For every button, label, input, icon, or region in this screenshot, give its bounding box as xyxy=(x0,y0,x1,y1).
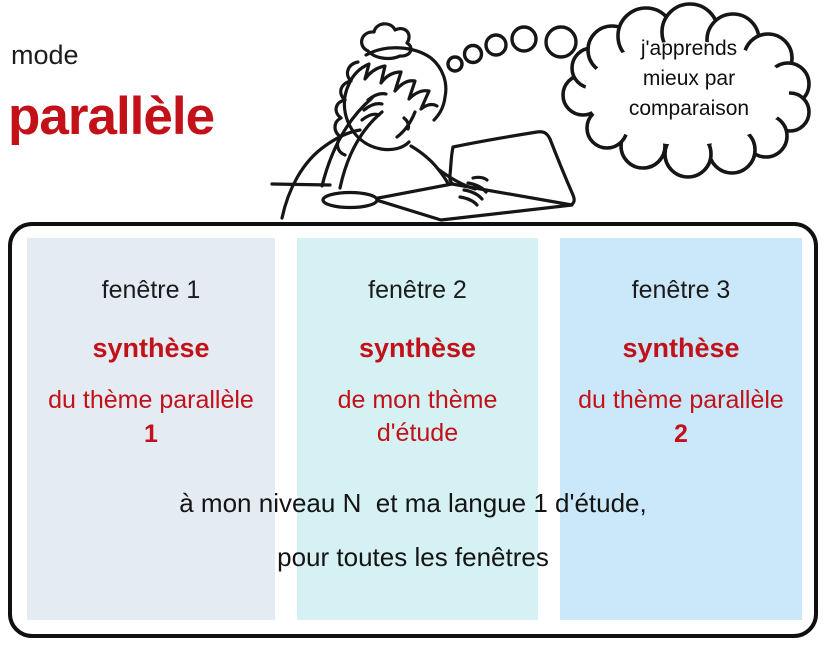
mode-label: mode xyxy=(11,40,79,70)
window-label: fenêtre 1 xyxy=(101,276,201,304)
windows-panel xyxy=(8,222,818,638)
window-emphasis: 1 xyxy=(144,420,158,448)
panel-footer-line-1: à mon niveau N et ma langue 1 d'étude, xyxy=(179,488,647,518)
window-heading: synthèse xyxy=(358,333,477,363)
window-heading: synthèse xyxy=(622,333,740,363)
panel-footer-line-2: pour toutes les fenêtres xyxy=(277,542,549,572)
window-subtitle: du thème parallèle xyxy=(48,386,254,414)
window-emphasis: 2 xyxy=(674,420,688,448)
window-heading: synthèse xyxy=(92,333,210,363)
thought-line-3: comparaison xyxy=(628,97,750,120)
window-subtitle: du thème parallèle xyxy=(578,386,784,414)
page-title: parallèle xyxy=(8,87,215,146)
window-label: fenêtre 2 xyxy=(368,276,467,304)
window-label: fenêtre 3 xyxy=(631,276,731,304)
thought-line-1: j'apprends xyxy=(640,37,738,60)
thought-dots-icon xyxy=(448,27,576,71)
thought-line-2: mieux par xyxy=(642,67,736,90)
thought-bubble-text xyxy=(593,34,785,124)
window-subtitle: de mon thème d'étude xyxy=(337,386,498,447)
